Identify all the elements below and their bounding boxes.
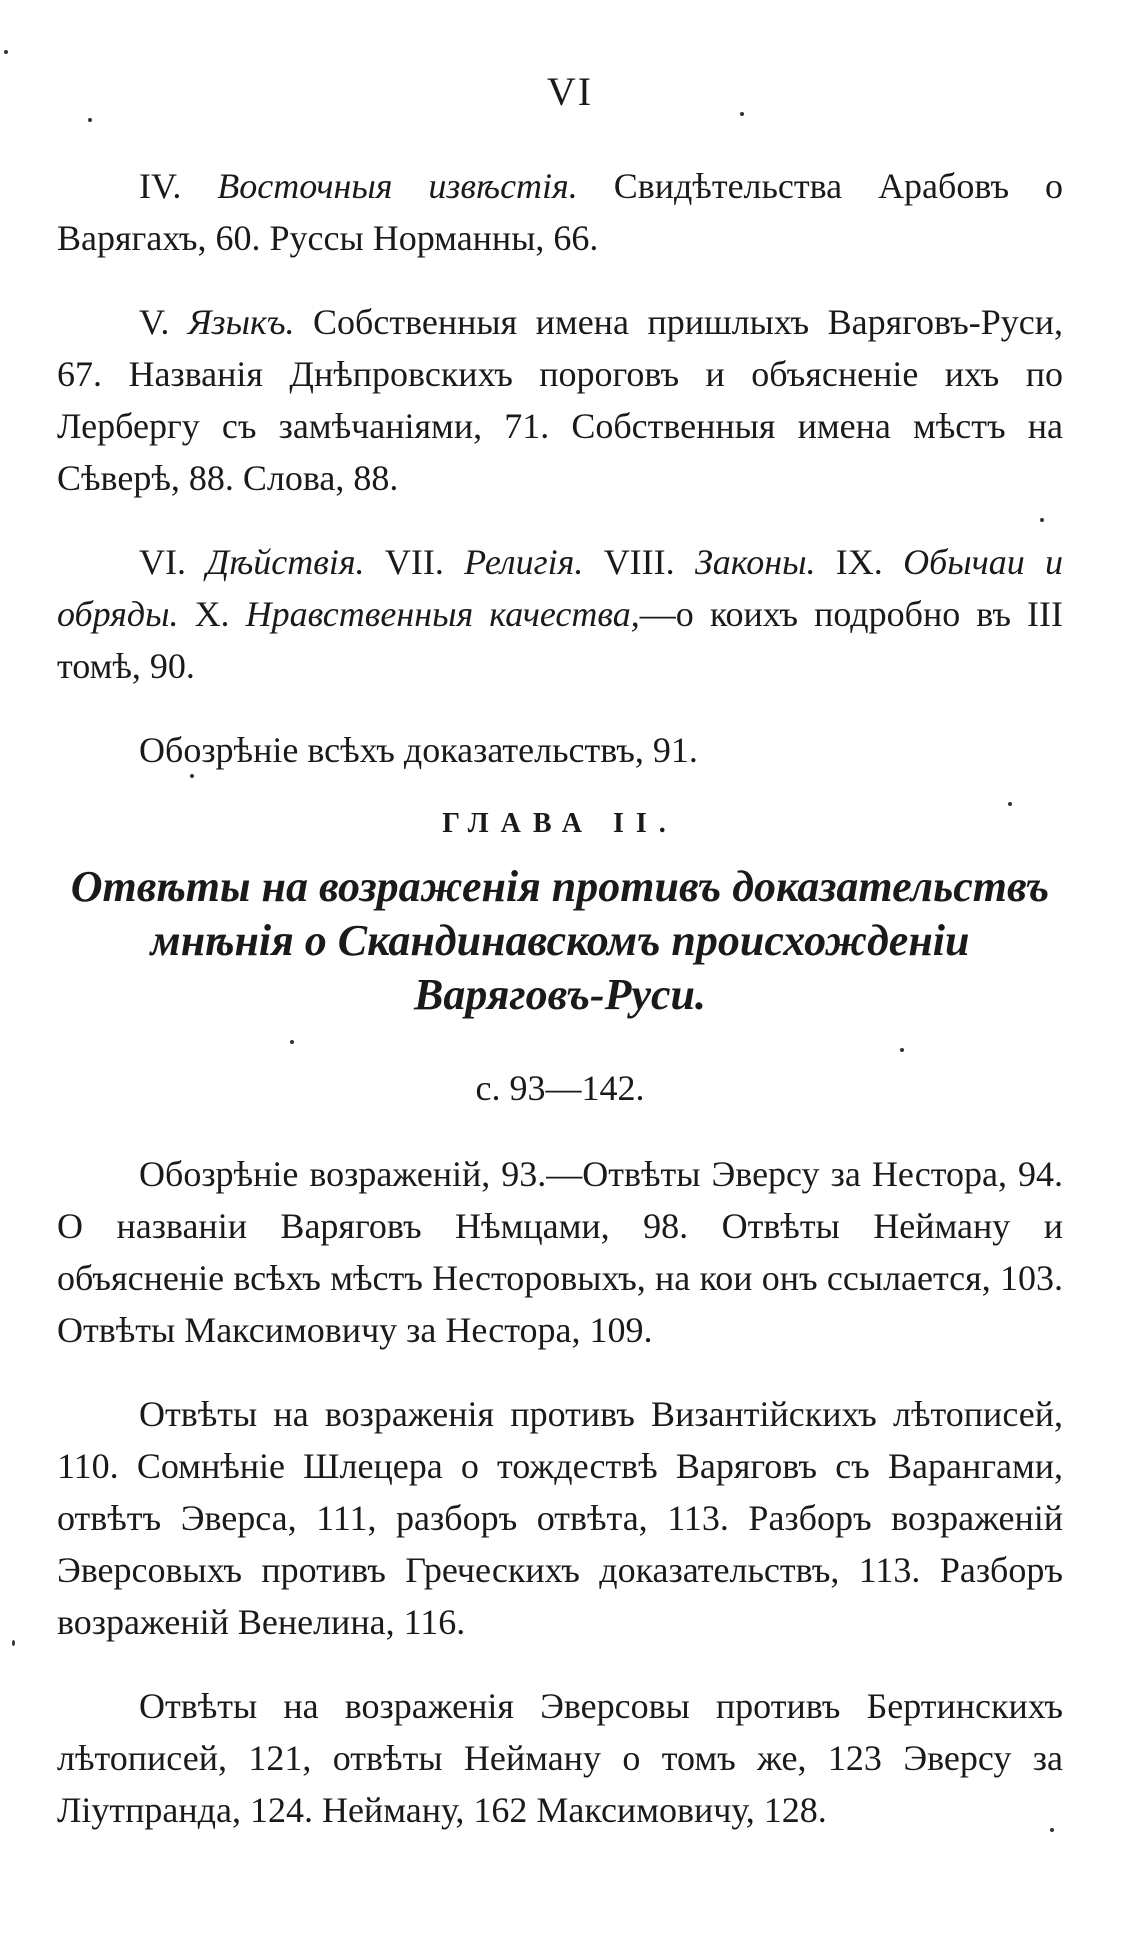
scan-speck	[12, 1640, 15, 1646]
scan-speck	[1040, 518, 1044, 522]
summary-line	[57, 724, 1063, 776]
paragraph: Обозрѣніе возраженій, 93.—Отвѣты Эверсу за Нестора, 94. О названіи Варяговъ Нѣмцами, 98. Отвѣты Нейману и объясненіе всѣхъ мѣстъ Несторовыхъ, на кои онъ ссылается, 103. Отвѣты Максимовичу за Нестора, 109.	[57, 1154, 1063, 1350]
chapter-title: Отвѣты на возраженія противъ доказательствъ мнѣнія о Скандинавскомъ происхожденіи Варяговъ-Руси.	[70, 862, 1050, 1019]
scan-speck	[190, 774, 194, 778]
section-title: Обычаи и обряды.	[57, 542, 1064, 634]
section-numeral: IV.	[139, 166, 182, 206]
scan-speck	[88, 118, 92, 122]
section-text: —о коихъ подробно въ III томѣ, 90.	[57, 594, 1064, 686]
section-numeral: X.	[194, 594, 230, 634]
scan-speck	[900, 1048, 904, 1052]
section-text: Собственныя имена пришлыхъ Варяговъ-Руси, 67. Названія Днѣпровскихъ пороговъ и объясненіе ихъ по Лербергу съ замѣчаніями, 71. Собственныя имена мѣстъ на Сѣверѣ, 88. Слова, 88.	[57, 302, 1064, 498]
section-title: Нравственныя качества,	[245, 594, 640, 634]
paragraph: Отвѣты на возраженія Эверсовы противъ Бертинскихъ лѣтописей, 121, отвѣты Нейману о томъ же, 123 Эверсу за Ліутпранда, 124. Нейману, 162 Максимовичу, 128.	[57, 1686, 1063, 1830]
scan-speck	[1008, 802, 1012, 806]
section-title: Религія.	[464, 542, 584, 582]
scan-speck	[1050, 1828, 1054, 1832]
section-iv	[57, 160, 1063, 264]
section-title: Законы.	[694, 542, 816, 582]
section-numeral: VI.	[139, 542, 186, 582]
chapter-page-range: с. 93—142.	[475, 1068, 645, 1108]
chapter-heading: ГЛАВА II.	[442, 808, 678, 839]
section-text: Свидѣтельства Арабовъ о Варягахъ, 60. Руссы Норманны, 66.	[57, 166, 1063, 258]
scan-speck	[4, 50, 8, 54]
section-numeral: VII.	[384, 542, 444, 582]
section-text: Обозрѣніе всѣхъ доказательствъ, 91.	[139, 730, 698, 770]
section-title: Языкъ.	[187, 302, 295, 342]
section-vi-x	[57, 536, 1063, 692]
paragraph: Отвѣты на возраженія противъ Византійскихъ лѣтописей, 110. Сомнѣніе Шлецера о тождествѣ Варяговъ съ Варангами, отвѣтъ Эверса, 111, разборъ отвѣта, 113. Разборъ возраженій Эверсовыхъ противъ Греческихъ доказательствъ, 113. Разборъ возраженій Венелина, 116.	[57, 1394, 1063, 1642]
scan-speck	[740, 112, 744, 116]
page-number: VI	[546, 69, 594, 114]
page-content	[57, 160, 1063, 1868]
section-numeral: V.	[139, 302, 170, 342]
section-title: Восточныя извѣстія.	[217, 166, 578, 206]
section-v	[57, 296, 1063, 504]
scan-speck	[290, 1040, 294, 1044]
section-numeral: VIII.	[603, 542, 675, 582]
section-numeral: IX.	[835, 542, 883, 582]
section-title: Дѣйствія.	[206, 542, 365, 582]
